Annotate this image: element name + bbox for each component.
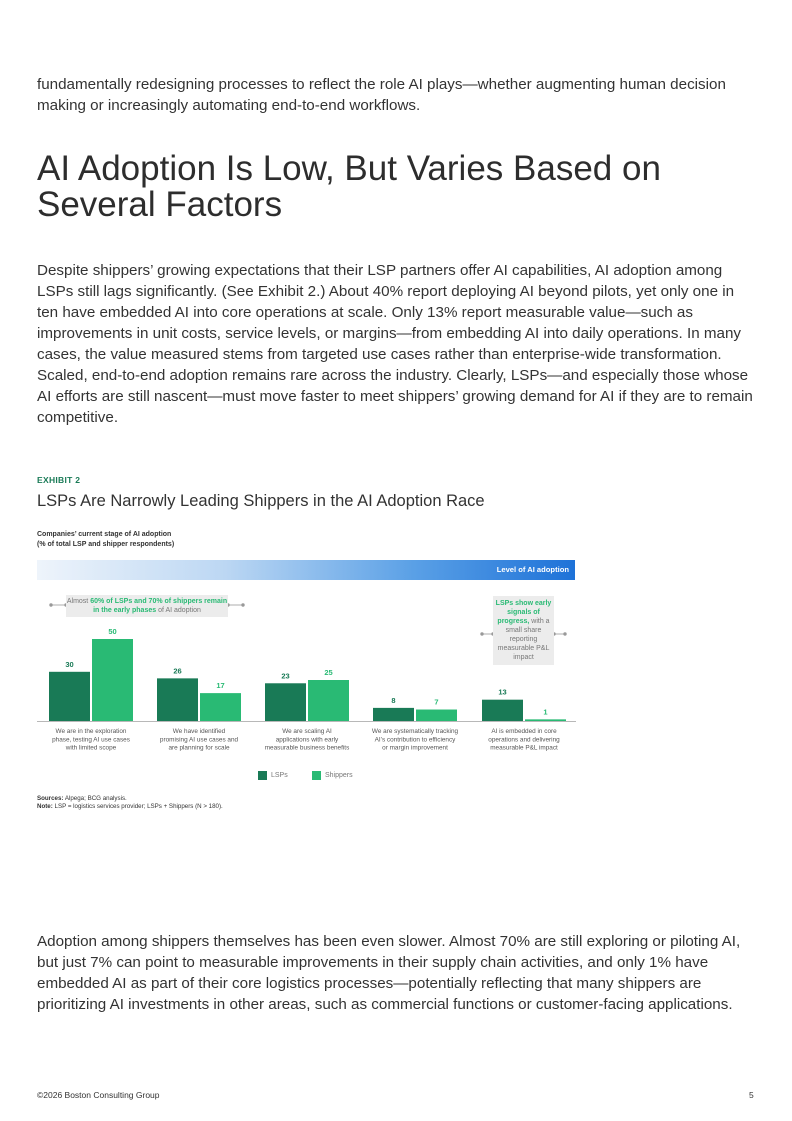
data-label-lsps-2: 26 xyxy=(173,666,182,676)
bar-lsps-3 xyxy=(265,683,306,721)
callout-early-signals-left-dot-left xyxy=(480,632,483,635)
category-label-3-line-1: We are scaling AI xyxy=(282,728,332,735)
category-label-5-line-2: operations and delivering xyxy=(488,736,560,744)
category-label-2-line-1: We have identified xyxy=(172,728,226,735)
category-label-5-line-1: AI is embedded in core xyxy=(491,728,557,735)
chart-caption-line-1: Companies’ current stage of AI adoption xyxy=(37,531,172,538)
section-heading: AI Adoption Is Low, But Varies Based on Several Factors xyxy=(37,149,661,224)
callout-early-phases xyxy=(66,595,228,617)
legend-label-lsps: LSPs xyxy=(271,772,288,779)
bar-shippers-4 xyxy=(416,710,457,721)
category-label-3-line-3: measurable business benefits xyxy=(264,744,350,752)
data-label-lsps-5: 13 xyxy=(498,687,507,697)
body-paragraph-2: Adoption among shippers themselves has been even slower. Almost 70% are still exploring or piloting AI, but just 7% can point to measurable improvements in their supply chain activities, and only 1% have embedded AI as part of their core logistics processes—potentially reflecting that many shippers are prioritizing AI investments in other areas, such as commercial functions or customer-facing applications. xyxy=(37,933,741,1013)
bar-shippers-1 xyxy=(92,639,133,721)
sources-line xyxy=(37,795,223,803)
legend-label-shippers: Shippers xyxy=(325,772,353,779)
bar-shippers-2 xyxy=(200,693,241,721)
bar-shippers-3 xyxy=(308,680,349,721)
data-label-shippers-1: 50 xyxy=(108,627,117,636)
bar-lsps-1 xyxy=(49,672,90,721)
data-label-shippers-2: 17 xyxy=(216,681,225,691)
data-label-lsps-4: 8 xyxy=(391,695,396,705)
data-label-lsps-3: 23 xyxy=(281,671,290,681)
adoption-level-label: Level of AI adoption xyxy=(496,565,569,574)
page-number: 5 xyxy=(749,1090,754,1100)
legend-swatch-lsps xyxy=(258,771,267,780)
callout-early-signals-right-dot-right xyxy=(563,632,566,635)
category-label-3-line-2: applications with early xyxy=(275,736,339,744)
bar-lsps-2 xyxy=(157,678,198,721)
sources-label: Sources: xyxy=(37,795,64,802)
category-label-4-line-1: We are systematically tracking xyxy=(371,728,459,735)
callout-early-phases-right-dot-right xyxy=(241,603,244,606)
category-label-1-line-2: phase, testing AI use cases xyxy=(52,736,130,744)
note-label: Note: xyxy=(37,803,53,810)
callout-early-signals-highlight: LSPs show early signals of progress, xyxy=(495,600,552,625)
chart-sources xyxy=(37,795,223,811)
intro-paragraph: fundamentally redesigning processes to reflect the role AI plays—whether augmenting human decision making or increasingly automating end-to-end workflows. xyxy=(37,76,726,114)
callout-early-phases-highlight: 60% of LSPs and 70% of shippers remain in the early phases xyxy=(90,598,228,614)
legend-swatch-shippers xyxy=(312,771,321,780)
note-text: LSP = logistics services provider; LSPs + Shippers (N > 180). xyxy=(52,803,223,810)
callout-early-phases-pre: Almost xyxy=(66,598,91,605)
footer-copyright: ©2026 Boston Consulting Group xyxy=(37,1090,160,1100)
category-label-5-line-3: measurable P&L impact xyxy=(490,744,558,752)
chart-caption-line-2: (% of total LSP and shipper respondents) xyxy=(37,541,175,548)
category-label-1-line-1: We are in the exploration xyxy=(55,728,127,735)
bar-lsps-5 xyxy=(482,700,523,721)
note-line xyxy=(37,803,223,811)
category-label-2-line-2: promising AI use cases and xyxy=(159,736,239,744)
bar-shippers-5 xyxy=(525,719,566,721)
bar-lsps-4 xyxy=(373,708,414,721)
exhibit-label: EXHIBIT 2 xyxy=(37,475,81,485)
callout-early-phases-post: of AI adoption xyxy=(156,607,201,614)
sources-text: Alpega; BCG analysis. xyxy=(63,795,127,802)
callout-early-phases-left-dot-left xyxy=(49,603,52,606)
body-paragraph-1: Despite shippers’ growing expectations that their LSP partners offer AI capabilities, AI adoption among LSPs still lags significantly. (See Exhibit 2.) About 40% report deploying AI beyond pilots, yet only one in ten have embedded AI into core operations at scale. Only 13% report measurable value—such as improvements in unit costs, service levels, or margins—from embedding AI into daily operations. In many cases, the value measured stems from targeted use cases rather than enterprise-wide transformation. Scaled, end-to-end adoption remains rare across the industry. Clearly, LSPs—and especially those whose AI efforts are still nascent—must move faster to meet shippers’ growing demand for AI if they are to remain competitive. xyxy=(37,262,753,426)
callout-early-signals-post: with a small share reporting measurable P&L impact xyxy=(497,618,550,661)
data-label-shippers-5: 1 xyxy=(543,707,548,717)
data-label-lsps-1: 30 xyxy=(65,659,74,669)
category-label-1-line-3: with limited scope xyxy=(65,744,117,752)
exhibit-title: LSPs Are Narrowly Leading Shippers in the AI Adoption Race xyxy=(37,492,485,510)
category-label-4-line-3: or margin improvement xyxy=(382,744,448,752)
category-label-2-line-3: are planning for scale xyxy=(168,744,230,752)
data-label-shippers-3: 25 xyxy=(324,668,333,677)
category-label-4-line-2: AI’s contribution to efficiency xyxy=(374,736,456,744)
callout-early-signals xyxy=(493,596,554,665)
data-label-shippers-4: 7 xyxy=(434,697,439,707)
